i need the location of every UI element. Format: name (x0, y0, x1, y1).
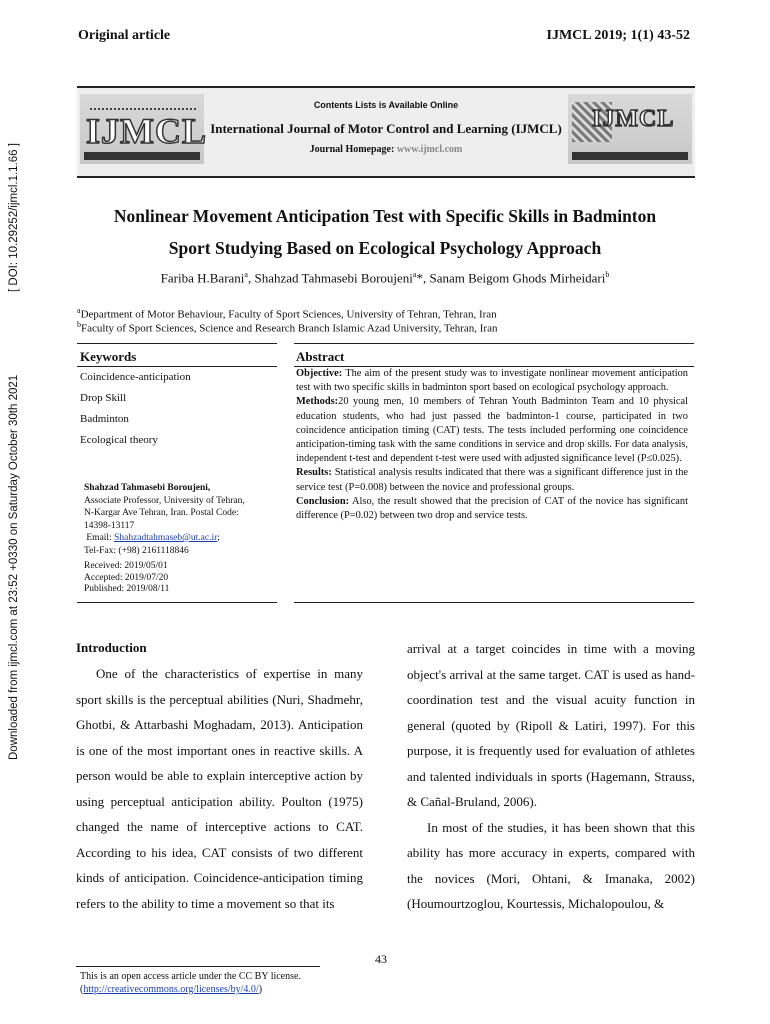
license-link[interactable]: http://creativecommons.org/licenses/by/4.0/ (83, 984, 259, 995)
doi-watermark[interactable]: [ DOI: 10.29252/ijmcl.1.1.66 ] (8, 143, 20, 292)
license-line: This is an open access article under the CC BY license. (80, 971, 301, 982)
abstract-top-rule (294, 343, 694, 344)
logo-lettering: IJMCL (86, 111, 207, 151)
homepage-label: Journal Homepage: (309, 144, 395, 155)
keywords-top-rule (77, 343, 277, 344)
contents-available-line: Contents Lists is Available Online (313, 100, 459, 110)
keyword-item: Coincidence-anticipation (80, 371, 191, 383)
intro-column-1: One of the characteristics of expertise in many sport skills is the perceptual abilities (Nuri, Shadmehr, Ghotbi, & Attarbashi Moghadam, 2013). Anticipation is one of the most important ones in reactive skills. A person would be able to explain interceptive action by using perceptual anticipation ability. Poulton (1975) changed the name of interceptive actions to CAT. According to his idea, CAT consists of two different kinds of anticipation. Coincidence-anticipation timing refers to the ability to time a movement so that its (76, 666, 363, 911)
license-footnote (80, 970, 301, 996)
article-title-line2: Sport Studying Based on Ecological Psychology Approach (168, 238, 602, 258)
article-type: Original article (78, 28, 171, 43)
journal-banner (77, 86, 695, 178)
abstract-end-rule (294, 602, 694, 603)
journal-name: International Journal of Motor Control and Learning (IJMCL) (210, 121, 562, 136)
corr-email-line: Email: Shahzadtahmaseb@ut.ac.ir; (86, 533, 220, 543)
corresponding-author-name: Shahzad Tahmasebi Boroujeni, (84, 483, 211, 493)
email-link[interactable]: Shahzadtahmaseb@ut.ac.ir (114, 533, 218, 543)
corr-address-line: 14398-13117 (84, 520, 135, 531)
abstract-text: Objective: The aim of the present study was to investigate nonlinear movement anticipation test with two specific skills in badminton sport based on ecological psychology approach. Methods:20 young men, 10 members of Tehran Youth Badminton Team and 10 physical education students, who had just passed the badminton-1 course, participated in two coincidence anticipation timing (CAT) tests. The tests included performing one coincidence anticipation-timing task with the same conditions in service and drop skills. For data analysis, independent t-test and dependent t-test were used with adjusted significance level (P≤0.025). Results: Statistical analysis results indicated that there was a significant difference just in the service test (P=0.008) between the novice and professional groups. Conclusion: Also, the result showed that the precision of CAT of the novice has significant difference (P=0.02) between two drop and service tests. (296, 368, 688, 522)
keyword-item: Drop Skill (80, 392, 127, 404)
license-url-line: (http://creativecommons.org/licenses/by/4.0/) (80, 984, 263, 995)
corr-tel: Tel-Fax: (+98) 2161118846 (84, 545, 189, 556)
logo-subtitle-strip-right (572, 152, 688, 160)
article-title-line1: Nonlinear Movement Anticipation Test with Specific Skills in Badminton (113, 206, 657, 226)
page-number: 43 (375, 952, 387, 966)
footnote-rule (76, 966, 320, 967)
logo-lettering-right: IJMCL (592, 106, 675, 132)
download-watermark: Downloaded from ijmcl.com at 23:52 +0330 on Saturday October 30th 2021 (8, 374, 20, 760)
abstract-heading: Abstract (296, 349, 345, 364)
affiliation-a: $^a$Department of Motor Behaviour, Faculty of Sport Sciences, University of Tehran, Tehran, Iran (77, 306, 497, 321)
homepage-link[interactable]: www.ijmcl.com (396, 144, 463, 155)
intro-paragraph: In most of the studies, it has been shown that this ability has more accuracy in experts, compared with the novices (Mori, Ohtani, & Imanaka, 2002) (Houmourtzoglou, Kourtessis, Michalopoulou, & (407, 819, 695, 911)
published-date: Published: 2019/08/11 (84, 584, 170, 594)
author-list: Fariba H.Barani$^a$, Shahzad Tahmasebi Boroujeni$^a$*, Sanam Beigom Ghods Mirheidari$^b$ (160, 270, 610, 286)
corr-address-line: Associate Professor, University of Tehran, (84, 495, 245, 506)
keywords-bottom-rule (77, 366, 277, 367)
journal-logo-right (568, 94, 692, 164)
accepted-date: Accepted: 2019/07/20 (84, 572, 169, 583)
journal-citation: IJMCL 2019; 1(1) 43-52 (546, 28, 690, 43)
received-date: Received: 2019/05/01 (84, 561, 168, 571)
corresponding-author (84, 482, 254, 557)
introduction-heading: Introduction (76, 640, 147, 655)
keywords-heading: Keywords (80, 349, 137, 364)
affiliation-b: $^b$Faculty of Sport Sciences, Science and Research Branch Islamic Azad University, Tehran, Iran (77, 320, 498, 335)
intro-paragraph: arrival at a target coincides in time with a moving object's arrival at the same target. CAT is used as hand-coordination test and the visual acuity function in general (quoted by (Ripoll & Latiri, 1997). For this purpose, it is frequently used for evaluation of athletes and talented individuals in sports (Hagemann, Strauss, & Cañal-Bruland, 2006). (407, 641, 695, 809)
article-dates (84, 561, 169, 596)
intro-column-2 (407, 636, 695, 917)
keywords-end-rule (77, 602, 277, 603)
corr-address-line: N-Kargar Ave Tehran, Iran. Postal Code: (84, 508, 239, 518)
keyword-item: Ecological theory (80, 434, 158, 446)
keyword-item: Badminton (80, 413, 129, 425)
